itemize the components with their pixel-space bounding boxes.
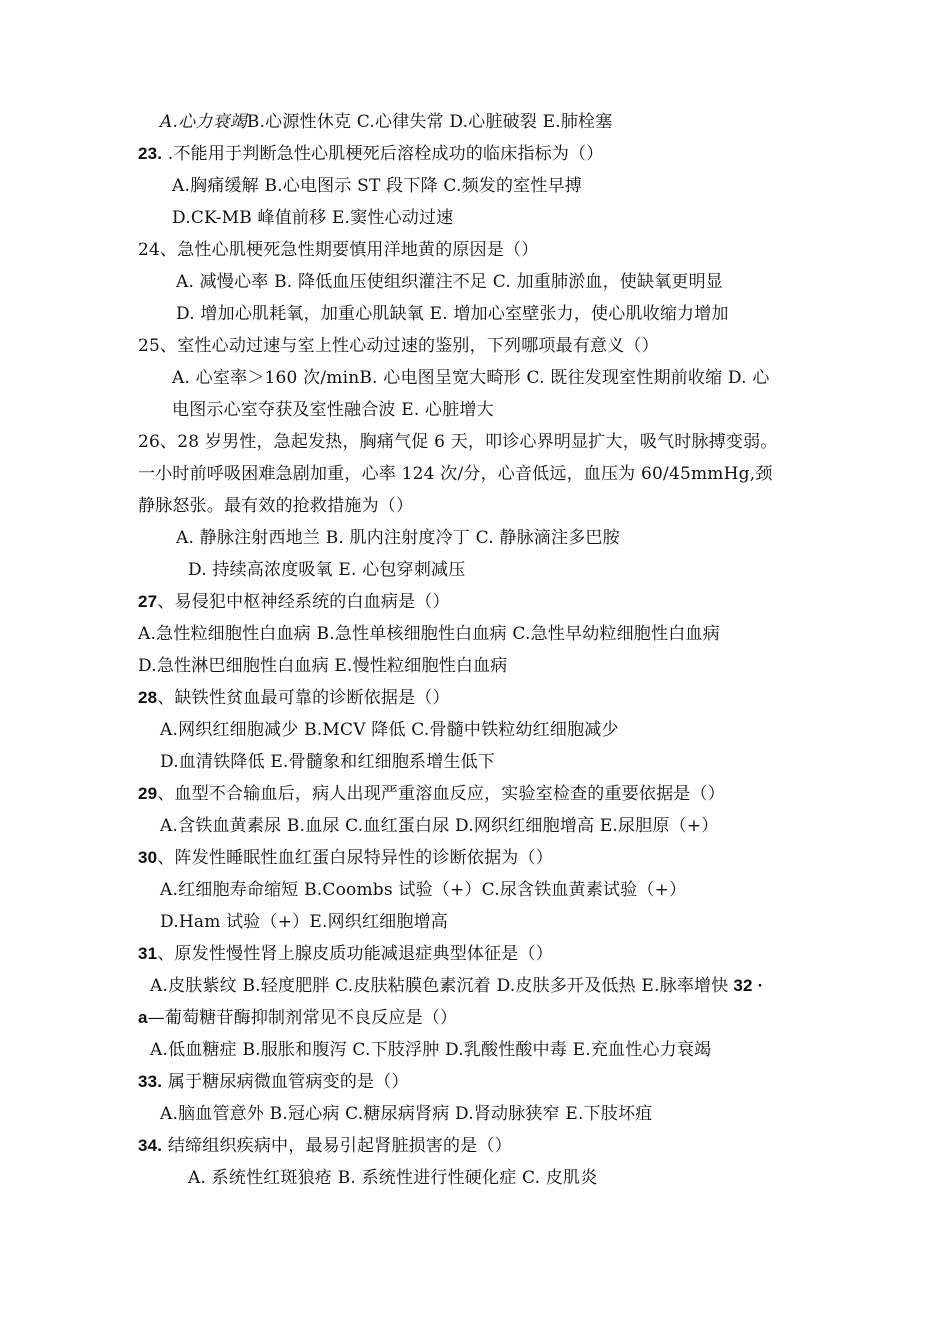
line-3: A.胸痛缓解 B.心电图示 ST 段下降 C.频发的室性早搏	[172, 176, 582, 196]
question-27: 27、易侵犯中枢神经系统的白血病是（）	[138, 592, 450, 612]
question-number: 32 ·	[728, 976, 764, 995]
question-32: a—葡萄糖苷酶抑制剂常见不良反应是（）	[138, 1008, 458, 1028]
line-25: A.红细胞寿命缩短 B.Coombs 试验（+）C.尿含铁血黄素试验（+）	[160, 880, 687, 900]
question-31: 31、原发性慢性肾上腺皮质功能减退症典型体征是（）	[138, 944, 553, 964]
line-4: D.CK-MB 峰值前移 E.窦性心动过速	[172, 208, 454, 228]
question-number: 31	[138, 944, 158, 963]
question-26: 26、28 岁男性，急起发热，胸痛气促 6 天，叩诊心界明显扩大，吸气时脉搏变弱。	[138, 432, 778, 452]
question-25: 25、室性心动过速与室上性心动过速的鉴别，下列哪项最有意义（）	[138, 336, 659, 356]
question-number: 27	[138, 592, 158, 611]
line-28: A.皮肤紫纹 B.轻度肥胖 C.皮肤粘膜色素沉着 D.皮肤多开及低热 E.脉率增快 32 ·	[150, 976, 764, 996]
line-21: D.血清铁降低 E.骨髓象和红细胞系增生低下	[160, 752, 496, 772]
question-number: 30	[138, 848, 158, 867]
question-28: 28、缺铁性贫血最可靠的诊断依据是（）	[138, 688, 450, 708]
line-1: A.心力衰竭B.心源性休克 C.心律失常 D.心脏破裂 E.肺栓塞	[160, 112, 613, 132]
line-32: A.脑血管意外 B.冠心病 C.糖尿病肾病 D.肾动脉狭窄 E.下肢坏疽	[160, 1104, 653, 1124]
question-24: 24、急性心肌梗死急性期要慎用洋地黄的原因是（）	[138, 240, 539, 260]
line-10: 电图示心室夺获及室性融合波 E. 心脏增大	[172, 400, 494, 420]
line-14: A. 静脉注射西地兰 B. 肌内注射度冷丁 C. 静脉滴注多巴胺	[176, 528, 620, 548]
option-a-italic: A.心力衰竭	[160, 112, 247, 132]
question-number: 33.	[138, 1072, 163, 1091]
line-20: A.网织红细胞减少 B.MCV 降低 C.骨髓中铁粒幼红细胞减少	[160, 720, 619, 740]
question-23: 23. .不能用于判断急性心肌梗死后溶栓成功的临床指标为（）	[138, 144, 604, 164]
question-number: 34.	[138, 1136, 163, 1155]
question-number: 28	[138, 688, 158, 707]
line-9: A. 心室率＞160 次/minB. 心电图呈宽大畸形 C. 既往发现室性期前收缩 D. 心	[172, 368, 770, 388]
line-30: A.低血糖症 B.服胀和腹泻 C.下肢浮肿 D.乳酸性酸中毒 E.充血性心力衰竭	[150, 1040, 712, 1060]
question-29: 29、血型不合输血后，病人出现严重溶血反应，实验室检查的重要依据是（）	[138, 784, 725, 804]
line-12: 一小时前呼吸困难急剧加重，心率 124 次/分，心音低远，血压为 60/45mmHg,颈	[138, 464, 773, 484]
question-number: 23.	[138, 144, 163, 163]
line-18: D.急性淋巴细胞性白血病 E.慢性粒细胞性白血病	[138, 656, 508, 676]
question-34: 34. 结缔组织疾病中，最易引起肾脏损害的是（）	[138, 1136, 512, 1156]
line-34: A. 系统性红斑狼疮 B. 系统性进行性硬化症 C. 皮肌炎	[188, 1168, 598, 1188]
question-number: 29	[138, 784, 158, 803]
line-13: 静脉怒张。最有效的抢救措施为（）	[138, 496, 414, 516]
question-number: a	[138, 1008, 148, 1027]
question-33: 33. 属于糖尿病微血管病变的是（）	[138, 1072, 409, 1092]
line-7: D. 增加心肌耗氧，加重心肌缺氧 E. 增加心室壁张力，使心肌收缩力增加	[176, 304, 729, 324]
line-6: A. 减慢心率 B. 降低血压使组织灌注不足 C. 加重肺淤血，使缺氧更明显	[176, 272, 723, 292]
line-26: D.Ham 试验（+）E.网织红细胞增高	[160, 912, 448, 932]
question-30: 30、阵发性睡眠性血红蛋白尿特异性的诊断依据为（）	[138, 848, 553, 868]
line-15: D. 持续高浓度吸氧 E. 心包穿刺减压	[188, 560, 466, 580]
line-17: A.急性粒细胞性白血病 B.急性单核细胞性白血病 C.急性早幼粒细胞性白血病	[138, 624, 720, 644]
line-23: A.含铁血黄素尿 B.血尿 C.血红蛋白尿 D.网织红细胞增高 E.尿胆原（+）	[160, 816, 719, 836]
